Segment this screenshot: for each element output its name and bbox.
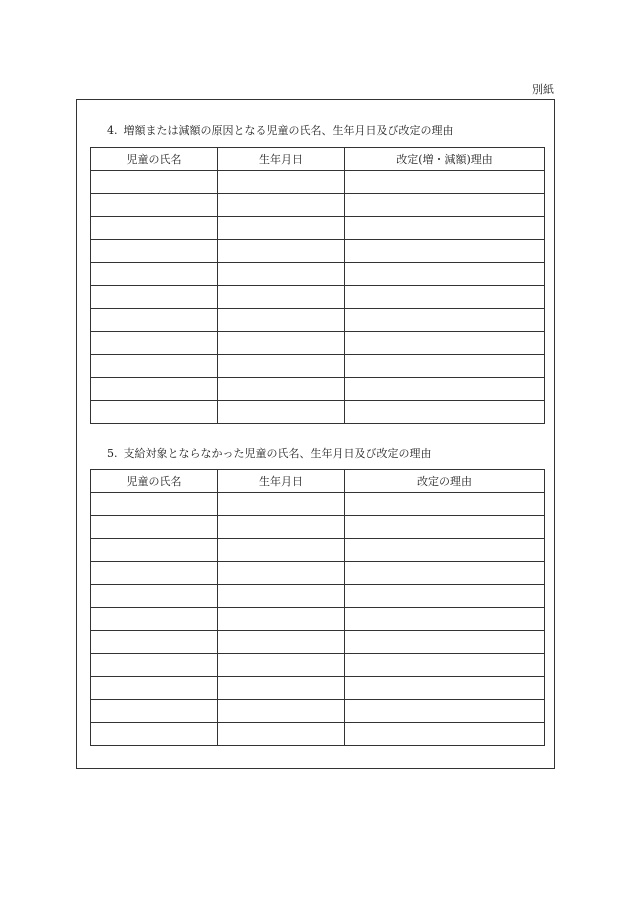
reason-cell[interactable] xyxy=(345,378,545,401)
attachment-label: 別紙 xyxy=(532,83,554,96)
child-name-cell[interactable] xyxy=(91,631,218,654)
section-5-number: 5. xyxy=(107,447,118,460)
reason-cell[interactable] xyxy=(345,286,545,309)
child-name-cell[interactable] xyxy=(91,378,218,401)
child-name-cell[interactable] xyxy=(91,562,218,585)
child-name-cell[interactable] xyxy=(91,654,218,677)
reason-cell[interactable] xyxy=(345,585,545,608)
reason-cell[interactable] xyxy=(345,539,545,562)
section-5-rows xyxy=(91,493,545,746)
table-row xyxy=(91,562,545,585)
child-name-cell[interactable] xyxy=(91,401,218,424)
table-row xyxy=(91,608,545,631)
child-name-cell[interactable] xyxy=(91,493,218,516)
column-header-revision-reason: 改定(増・減額)理由 xyxy=(345,148,545,171)
reason-cell[interactable] xyxy=(345,516,545,539)
reason-cell[interactable] xyxy=(345,562,545,585)
birthdate-cell[interactable] xyxy=(218,263,345,286)
section-5-header-row xyxy=(91,470,545,493)
table-row xyxy=(91,171,545,194)
birthdate-cell[interactable] xyxy=(218,585,345,608)
birthdate-cell[interactable] xyxy=(218,631,345,654)
child-name-cell[interactable] xyxy=(91,723,218,746)
table-row xyxy=(91,263,545,286)
column-header-child-name: 児童の氏名 xyxy=(91,470,218,493)
reason-cell[interactable] xyxy=(345,700,545,723)
section-5-table xyxy=(90,469,545,746)
section-4-header-row xyxy=(91,148,545,171)
table-row xyxy=(91,493,545,516)
reason-cell[interactable] xyxy=(345,171,545,194)
birthdate-cell[interactable] xyxy=(218,240,345,263)
table-row xyxy=(91,700,545,723)
table-row xyxy=(91,240,545,263)
child-name-cell[interactable] xyxy=(91,332,218,355)
child-name-cell[interactable] xyxy=(91,309,218,332)
birthdate-cell[interactable] xyxy=(218,723,345,746)
birthdate-cell[interactable] xyxy=(218,677,345,700)
section-4-table xyxy=(90,147,545,424)
reason-cell[interactable] xyxy=(345,631,545,654)
table-row xyxy=(91,539,545,562)
column-header-birthdate: 生年月日 xyxy=(218,470,345,493)
child-name-cell[interactable] xyxy=(91,608,218,631)
birthdate-cell[interactable] xyxy=(218,355,345,378)
table-row xyxy=(91,401,545,424)
birthdate-cell[interactable] xyxy=(218,608,345,631)
birthdate-cell[interactable] xyxy=(218,401,345,424)
child-name-cell[interactable] xyxy=(91,286,218,309)
child-name-cell[interactable] xyxy=(91,700,218,723)
reason-cell[interactable] xyxy=(345,654,545,677)
section-4-rows xyxy=(91,171,545,424)
birthdate-cell[interactable] xyxy=(218,700,345,723)
child-name-cell[interactable] xyxy=(91,171,218,194)
column-header-revision-reason: 改定の理由 xyxy=(345,470,545,493)
table-row xyxy=(91,355,545,378)
table-row xyxy=(91,286,545,309)
child-name-cell[interactable] xyxy=(91,539,218,562)
table-row xyxy=(91,585,545,608)
birthdate-cell[interactable] xyxy=(218,516,345,539)
reason-cell[interactable] xyxy=(345,723,545,746)
reason-cell[interactable] xyxy=(345,608,545,631)
birthdate-cell[interactable] xyxy=(218,286,345,309)
reason-cell[interactable] xyxy=(345,240,545,263)
reason-cell[interactable] xyxy=(345,493,545,516)
table-row xyxy=(91,332,545,355)
child-name-cell[interactable] xyxy=(91,194,218,217)
birthdate-cell[interactable] xyxy=(218,309,345,332)
section-5-heading xyxy=(107,447,432,461)
birthdate-cell[interactable] xyxy=(218,539,345,562)
birthdate-cell[interactable] xyxy=(218,332,345,355)
birthdate-cell[interactable] xyxy=(218,171,345,194)
table-row xyxy=(91,677,545,700)
reason-cell[interactable] xyxy=(345,263,545,286)
section-4-number: 4. xyxy=(107,124,118,137)
column-header-child-name: 児童の氏名 xyxy=(91,148,218,171)
reason-cell[interactable] xyxy=(345,355,545,378)
table-row xyxy=(91,654,545,677)
birthdate-cell[interactable] xyxy=(218,493,345,516)
table-row xyxy=(91,217,545,240)
reason-cell[interactable] xyxy=(345,677,545,700)
child-name-cell[interactable] xyxy=(91,516,218,539)
reason-cell[interactable] xyxy=(345,332,545,355)
table-row xyxy=(91,516,545,539)
birthdate-cell[interactable] xyxy=(218,654,345,677)
table-row xyxy=(91,378,545,401)
birthdate-cell[interactable] xyxy=(218,217,345,240)
child-name-cell[interactable] xyxy=(91,585,218,608)
table-row xyxy=(91,194,545,217)
section-4-title: 増額または減額の原因となる児童の氏名、生年月日及び改定の理由 xyxy=(123,124,454,137)
child-name-cell[interactable] xyxy=(91,263,218,286)
table-row xyxy=(91,631,545,654)
reason-cell[interactable] xyxy=(345,194,545,217)
reason-cell[interactable] xyxy=(345,401,545,424)
table-row xyxy=(91,723,545,746)
birthdate-cell[interactable] xyxy=(218,194,345,217)
child-name-cell[interactable] xyxy=(91,677,218,700)
reason-cell[interactable] xyxy=(345,217,545,240)
section-5-title: 支給対象とならなかった児童の氏名、生年月日及び改定の理由 xyxy=(123,447,432,460)
birthdate-cell[interactable] xyxy=(218,378,345,401)
reason-cell[interactable] xyxy=(345,309,545,332)
child-name-cell[interactable] xyxy=(91,355,218,378)
child-name-cell[interactable] xyxy=(91,217,218,240)
form-frame xyxy=(76,99,555,769)
section-4-heading xyxy=(107,124,454,138)
birthdate-cell[interactable] xyxy=(218,562,345,585)
column-header-birthdate: 生年月日 xyxy=(218,148,345,171)
child-name-cell[interactable] xyxy=(91,240,218,263)
table-row xyxy=(91,309,545,332)
